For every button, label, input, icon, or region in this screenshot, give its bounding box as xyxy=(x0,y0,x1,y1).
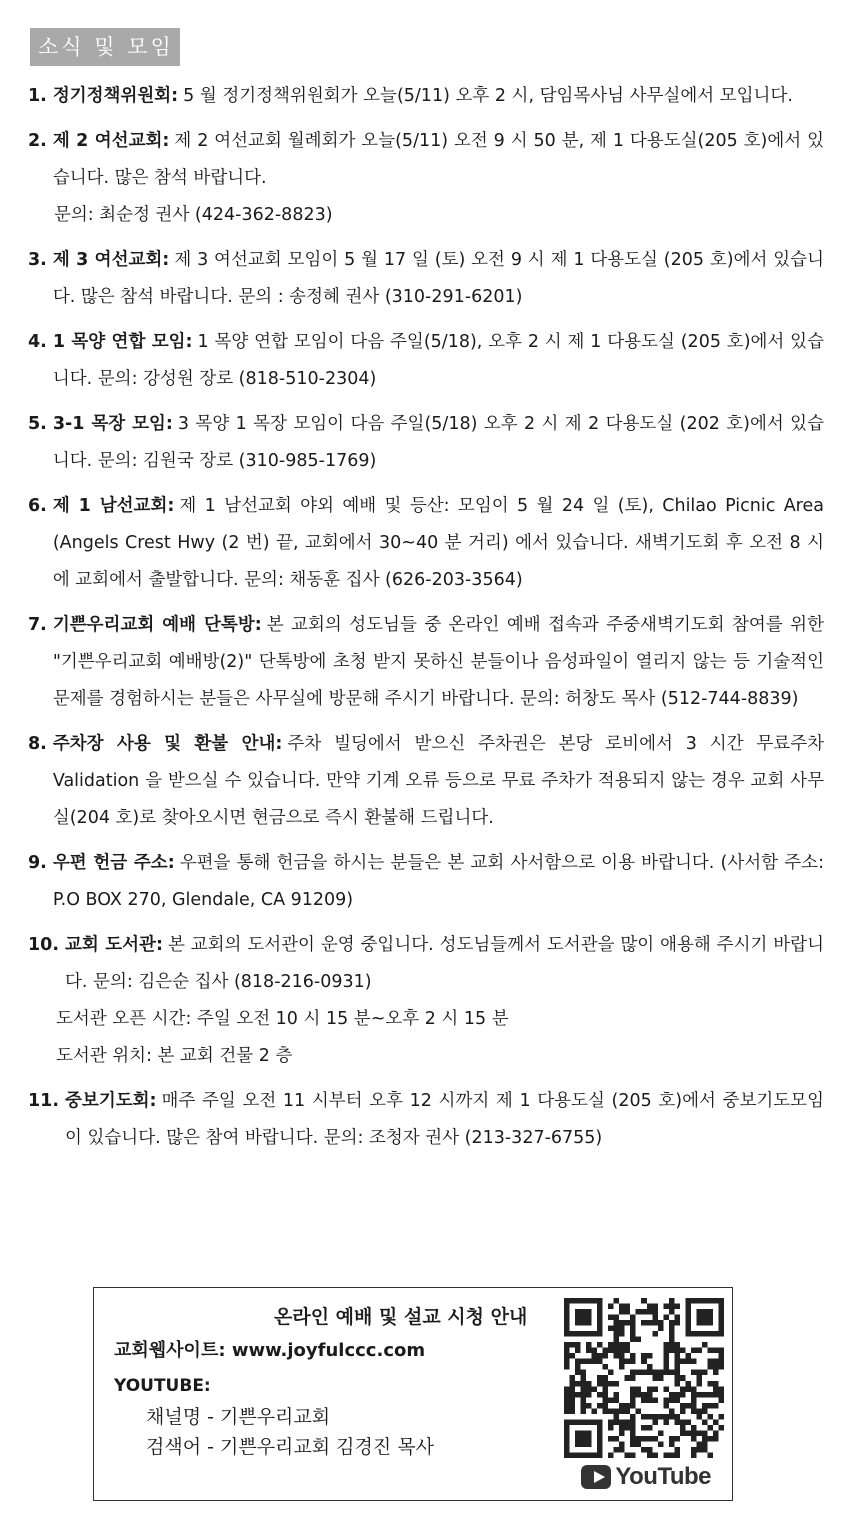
item-text: 3 목양 1 목장 모임이 다음 주일(5/18) 오후 2 시 제 2 다용도실 (202 호)에서 있습니다. 문의: 김원국 장로 (310-985-1769) xyxy=(52,414,824,471)
list-item xyxy=(28,488,824,599)
item-title: 3-1 목장 모임: xyxy=(52,414,173,434)
item-extra-line: 도서관 위치: 본 교회 건물 2 층 xyxy=(56,1046,293,1066)
item-number: 6. xyxy=(28,496,47,516)
item-body xyxy=(53,726,824,837)
info-title: 온라인 예배 및 설교 시청 안내 xyxy=(274,1306,528,1328)
item-text: 본 교회의 성도님들 중 온라인 예배 접속과 주중새벽기도회 참여를 위한 "기쁜우리교회 예배방(2)" 단톡방에 초청 받지 못하신 분들이나 음성파일이 열리지 않는 등 기술적인 문제를 경험하시는 분들은 사무실에 방문해 주시기 바랍니다. 문의: 허창도 목사 (512-744-8839) xyxy=(52,615,824,709)
item-body xyxy=(65,1083,824,1157)
item-text: 5 월 정기정책위원회가 오늘(5/11) 오후 2 시, 담임목사님 사무실에서 모입니다. xyxy=(183,86,793,106)
announcement-list xyxy=(28,78,824,1165)
website-label: 교회웹사이트: xyxy=(114,1340,226,1361)
list-item xyxy=(28,607,824,718)
item-extra-line: 문의: 최순정 권사 (424-362-8823) xyxy=(54,205,333,225)
section-header: 소식 및 모임 xyxy=(30,28,180,66)
list-item xyxy=(28,123,824,234)
item-title: 1 목양 연합 모임: xyxy=(52,332,193,352)
item-text: 매주 주일 오전 11 시부터 오후 12 시까지 제 1 다용도실 (205 호)에서 중보기도모임이 있습니다. 많은 참여 바랍니다. 문의: 조청자 권사 (213-327-6755) xyxy=(65,1091,824,1148)
online-worship-box xyxy=(93,1287,733,1501)
item-body xyxy=(65,927,824,1001)
youtube-play-icon xyxy=(581,1465,611,1489)
list-item xyxy=(28,406,824,480)
item-title: 제 1 남선교회: xyxy=(52,496,175,516)
item-text: 본 교회의 도서관이 운영 중입니다. 성도님들께서 도서관을 많이 애용해 주시기 바랍니다. 문의: 김은순 집사 (818-216-0931) xyxy=(65,935,824,992)
item-body xyxy=(53,845,824,919)
item-number: 3. xyxy=(28,250,47,270)
channel-name: 채널명 - 기쁜우리교회 xyxy=(146,1406,331,1428)
website-line xyxy=(114,1336,425,1362)
item-text: 제 1 남선교회 야외 예배 및 등산: 모임이 5 월 24 일 (토), Chilao Picnic Area (Angels Crest Hwy (2 번) 끝, 교회에서 30~40 분 거리) 에서 있습니다. 새벽기도회 후 오전 8 시에 교회에서 출발합니다. 문의: 채동훈 집사 (626-203-3564) xyxy=(52,496,824,590)
list-item xyxy=(28,78,824,115)
item-extra-line: 도서관 오픈 시간: 주일 오전 10 시 15 분~오후 2 시 15 분 xyxy=(56,1009,509,1029)
item-text: 제 3 여선교회 모임이 5 월 17 일 (토) 오전 9 시 제 1 다용도실 (205 호)에서 있습니다. 많은 참석 바랍니다. 문의 : 송정혜 권사 (310-291-6201) xyxy=(52,250,824,307)
item-number: 2. xyxy=(28,131,47,151)
item-body xyxy=(53,406,824,480)
item-title: 중보기도회: xyxy=(65,1091,157,1111)
item-text: 우편을 통해 헌금을 하시는 분들은 본 교회 사서함으로 이용 바랍니다. (사서함 주소: P.O BOX 270, Glendale, CA 91209) xyxy=(52,853,824,910)
youtube-label: YOUTUBE: xyxy=(114,1376,211,1396)
list-item xyxy=(28,927,824,1075)
item-body xyxy=(53,488,824,599)
item-number: 11. xyxy=(28,1091,60,1111)
item-title: 제 2 여선교회: xyxy=(52,131,170,151)
item-body xyxy=(53,242,824,316)
list-item xyxy=(28,324,824,398)
item-number: 8. xyxy=(28,734,47,754)
item-body xyxy=(53,78,824,115)
item-number: 7. xyxy=(28,615,47,635)
qr-code-icon[interactable] xyxy=(564,1298,724,1458)
item-number: 10. xyxy=(28,935,60,955)
item-title: 기쁜우리교회 예배 단톡방: xyxy=(52,615,262,635)
item-number: 5. xyxy=(28,414,47,434)
item-title: 제 3 여선교회: xyxy=(52,250,170,270)
list-item xyxy=(28,1083,824,1157)
item-text: 제 2 여선교회 월례회가 오늘(5/11) 오전 9 시 50 분, 제 1 다용도실(205 호)에서 있습니다. 많은 참석 바랍니다. xyxy=(52,131,825,188)
item-title: 주차장 사용 및 환불 안내: xyxy=(52,734,283,754)
search-term: 검색어 - 기쁜우리교회 김경진 목사 xyxy=(146,1436,434,1458)
list-item xyxy=(28,845,824,919)
item-body xyxy=(53,324,824,398)
item-title: 우편 헌금 주소: xyxy=(52,853,175,873)
item-title: 정기정책위원회: xyxy=(52,86,179,106)
item-title: 교회 도서관: xyxy=(65,935,163,955)
item-number: 1. xyxy=(28,86,47,106)
website-url[interactable]: www.joyfulccc.com xyxy=(231,1340,426,1361)
item-number: 9. xyxy=(28,853,47,873)
item-text: 1 목양 연합 모임이 다음 주일(5/18), 오후 2 시 제 1 다용도실 (205 호)에서 있습니다. 문의: 강성원 장로 (818-510-2304) xyxy=(52,332,824,389)
item-body xyxy=(53,123,824,197)
list-item xyxy=(28,726,824,837)
item-body xyxy=(53,607,824,718)
item-number: 4. xyxy=(28,332,47,352)
list-item xyxy=(28,242,824,316)
youtube-logo-text: YouTube xyxy=(615,1463,711,1490)
youtube-logo xyxy=(581,1460,711,1494)
item-text: 주차 빌딩에서 받으신 주차권은 본당 로비에서 3 시간 무료주차 Validation 을 받으실 수 있습니다. 만약 기계 오류 등으로 무료 주차가 적용되지 않는 경우 교회 사무실(204 호)로 찾아오시면 현금으로 즉시 환불해 드립니다. xyxy=(52,734,825,828)
